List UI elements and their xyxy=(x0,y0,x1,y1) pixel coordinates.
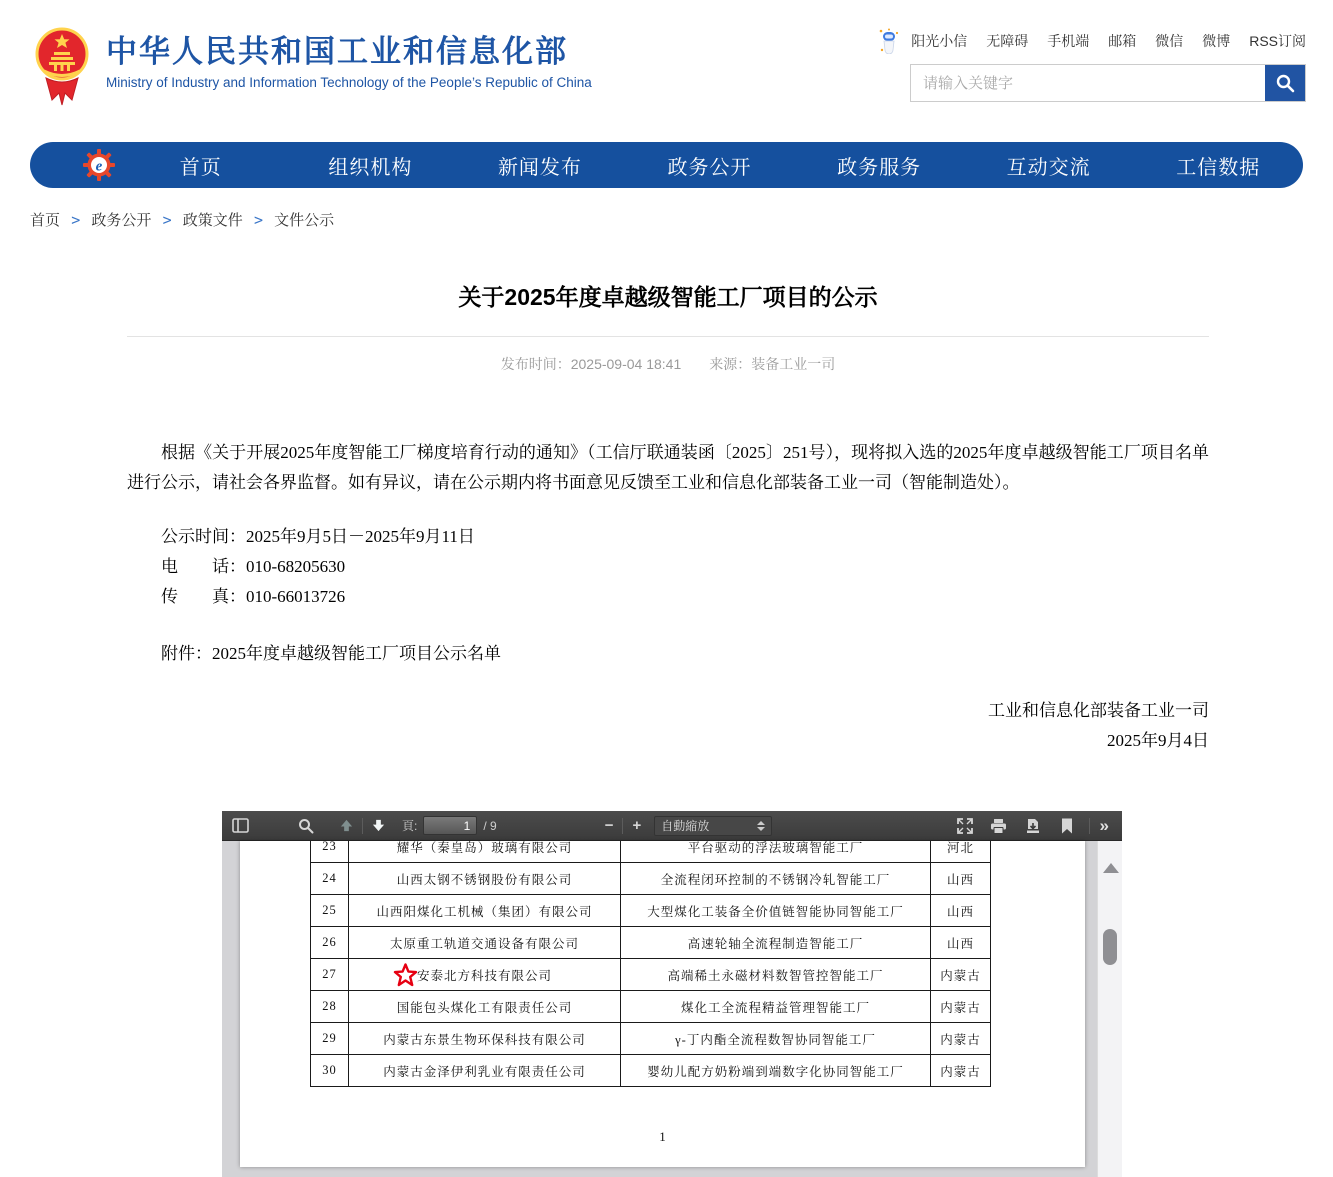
breadcrumb-separator: > xyxy=(162,211,172,229)
cell-company: 国能包头煤化工有限责任公司 xyxy=(349,991,621,1023)
line-publicity-period: 公示时间：2025年9月5日－2025年9月11日 xyxy=(161,527,475,546)
zoom-in-button[interactable]: + xyxy=(632,817,642,834)
zoom-level-value: 自動縮放 xyxy=(661,819,710,833)
sidebar-toggle-icon[interactable] xyxy=(230,816,250,836)
cell-province: 山西 xyxy=(931,927,991,959)
cell-company: 耀华（秦皇岛）玻璃有限公司 xyxy=(349,841,621,863)
breadcrumb-gov-disclosure[interactable]: 政务公开 xyxy=(91,212,152,229)
pdf-body xyxy=(222,841,1122,1177)
nav-item-home[interactable]: 首页 xyxy=(179,156,222,179)
cell-project: 高端稀土永磁材料数智管控智能工厂 xyxy=(621,959,931,991)
cell-no: 23 xyxy=(311,841,349,863)
pdf-viewer xyxy=(222,811,1122,1177)
robot-mascot-icon xyxy=(878,28,900,54)
cell-project: 煤化工全流程精益管理智能工厂 xyxy=(621,991,931,1023)
nav-item-organization[interactable]: 组织机构 xyxy=(328,156,413,179)
more-tools-button[interactable]: » xyxy=(1099,815,1108,835)
bookmark-icon[interactable] xyxy=(1057,816,1077,836)
table-row xyxy=(311,863,991,895)
table-row xyxy=(311,1023,991,1055)
cell-province: 内蒙古 xyxy=(931,959,991,991)
cell-project: γ-丁内酯全流程数智协同智能工厂 xyxy=(621,1023,931,1055)
cell-company: 太原重工轨道交通设备有限公司 xyxy=(349,927,621,959)
cell-province: 内蒙古 xyxy=(931,991,991,1023)
cell-project: 平台驱动的浮法玻璃智能工厂 xyxy=(621,841,931,863)
table-row xyxy=(311,991,991,1023)
publish-time-label: 发布时间： xyxy=(500,356,571,372)
search-input[interactable] xyxy=(911,65,1265,101)
main-nav xyxy=(30,142,1303,188)
nav-item-data[interactable]: 工信数据 xyxy=(1176,156,1261,179)
search-bar xyxy=(910,64,1306,102)
site-subtitle: Ministry of Industry and Information Technology of the People’s Republic of China xyxy=(106,75,592,90)
cell-province: 河北 xyxy=(931,841,991,863)
breadcrumb-file-publicity[interactable]: 文件公示 xyxy=(274,212,335,229)
nav-item-news[interactable]: 新闻发布 xyxy=(497,156,582,179)
cell-company: 内蒙古东景生物环保科技有限公司 xyxy=(349,1023,621,1055)
utility-links xyxy=(878,28,1306,54)
national-emblem-icon xyxy=(34,26,90,106)
site-title: 中华人民共和国工业和信息化部 xyxy=(106,34,568,69)
table-row xyxy=(311,841,991,863)
table-row xyxy=(311,927,991,959)
page-number-input[interactable] xyxy=(423,816,477,835)
source-value: 装备工业一司 xyxy=(751,356,836,372)
cell-province: 内蒙古 xyxy=(931,1055,991,1087)
breadcrumb-policy-files[interactable]: 政策文件 xyxy=(182,212,243,229)
signature-department: 工业和信息化部装备工业一司 xyxy=(988,701,1209,720)
source-label: 来源： xyxy=(709,356,752,372)
line-fax: 传 真：010-66013726 xyxy=(161,587,346,606)
scroll-up-arrow-icon[interactable] xyxy=(1103,863,1119,873)
paragraph-main: 根据《关于开展2025年度智能工厂梯度培育行动的通知》（工信厅联通装函〔2025〕251号），现将拟入选的2025年度卓越级智能工厂项目名单进行公示，请社会各界监督。如有异议，请在公示期内将书面意见反馈至工业和信息化部装备工业一司（智能制造处）。 xyxy=(127,443,1209,492)
publish-time: 2025-09-04 18:41 xyxy=(570,356,682,372)
cell-no: 28 xyxy=(311,991,349,1023)
site-logo[interactable] xyxy=(34,26,592,106)
cell-project: 大型煤化工装备全价值链智能协同智能工厂 xyxy=(621,895,931,927)
article-body xyxy=(127,438,1209,756)
miit-gear-icon xyxy=(82,148,116,182)
cell-no: 24 xyxy=(311,863,349,895)
company-name: 安泰北方科技有限公司 xyxy=(416,968,552,983)
link-yangguangxiaoxin[interactable]: 阳光小信 xyxy=(911,33,968,49)
presentation-mode-icon[interactable] xyxy=(955,816,975,836)
cell-company: 内蒙古金泽伊利乳业有限责任公司 xyxy=(349,1055,621,1087)
cell-no: 27 xyxy=(311,959,349,991)
title-divider xyxy=(127,336,1209,337)
cell-no: 25 xyxy=(311,895,349,927)
signature-date: 2025年9月4日 xyxy=(1107,731,1209,750)
cell-no: 29 xyxy=(311,1023,349,1055)
download-icon[interactable] xyxy=(1023,816,1043,836)
cell-project: 高速轮轴全流程制造智能工厂 xyxy=(621,927,931,959)
nav-item-gov-disclosure[interactable]: 政务公开 xyxy=(667,156,752,179)
cell-project: 婴幼儿配方奶粉端到端数字化协同智能工厂 xyxy=(621,1055,931,1087)
nav-item-gov-services[interactable]: 政务服务 xyxy=(837,156,922,179)
link-wechat[interactable]: 微信 xyxy=(1155,33,1184,49)
page-title: 关于2025年度卓越级智能工厂项目的公示 xyxy=(458,284,878,310)
pdf-page-footer-number: 1 xyxy=(659,1129,666,1144)
breadcrumb-separator: > xyxy=(71,211,81,229)
site-header xyxy=(0,0,1333,130)
article-meta xyxy=(127,354,1209,374)
cell-no: 30 xyxy=(311,1055,349,1087)
print-icon[interactable] xyxy=(989,816,1009,836)
table-row xyxy=(311,895,991,927)
cell-company: 山西太钢不锈钢股份有限公司 xyxy=(349,863,621,895)
line-phone: 电 话：010-68205630 xyxy=(161,557,346,576)
cell-province: 山西 xyxy=(931,895,991,927)
line-attachment[interactable]: 附件：2025年度卓越级智能工厂项目公示名单 xyxy=(161,644,501,663)
table-row xyxy=(311,1055,991,1087)
nav-item-interaction[interactable]: 互动交流 xyxy=(1006,156,1091,179)
page-total: / 9 xyxy=(483,818,497,833)
zoom-out-button[interactable]: − xyxy=(604,817,614,834)
page-label: 頁: xyxy=(402,819,418,833)
cell-company xyxy=(349,959,621,991)
cell-project: 全流程闭环控制的不锈钢冷轧智能工厂 xyxy=(621,863,931,895)
link-accessibility[interactable]: 无障碍 xyxy=(986,33,1029,49)
breadcrumb xyxy=(30,209,334,230)
zoom-level-select[interactable] xyxy=(654,816,772,836)
scrollbar-thumb[interactable] xyxy=(1103,929,1117,965)
next-page-icon[interactable] xyxy=(368,816,388,836)
publicity-list-table xyxy=(310,841,991,1087)
article xyxy=(127,270,1209,756)
table-row-starred xyxy=(311,959,991,991)
link-weibo[interactable]: 微博 xyxy=(1202,33,1231,49)
cell-company: 山西阳煤化工机械（集团）有限公司 xyxy=(349,895,621,927)
breadcrumb-separator: > xyxy=(253,211,263,229)
nav-items xyxy=(116,151,1303,180)
select-caret-icon xyxy=(757,821,765,831)
pdf-search-icon[interactable] xyxy=(296,816,316,836)
svg-text:e: e xyxy=(95,158,103,175)
star-annotation-icon xyxy=(393,963,418,987)
link-mailbox[interactable]: 邮箱 xyxy=(1108,33,1137,49)
cell-province: 内蒙古 xyxy=(931,1023,991,1055)
cell-province: 山西 xyxy=(931,863,991,895)
pdf-scrollbar[interactable] xyxy=(1097,841,1122,1177)
cell-no: 26 xyxy=(311,927,349,959)
link-rss[interactable]: RSS订阅 xyxy=(1249,33,1306,49)
breadcrumb-home[interactable]: 首页 xyxy=(30,212,61,229)
link-mobile[interactable]: 手机端 xyxy=(1047,33,1090,49)
previous-page-icon[interactable] xyxy=(336,816,356,836)
search-button[interactable] xyxy=(1265,65,1305,101)
search-icon xyxy=(1275,73,1295,93)
pdf-toolbar xyxy=(222,811,1122,841)
pdf-page xyxy=(240,841,1085,1167)
